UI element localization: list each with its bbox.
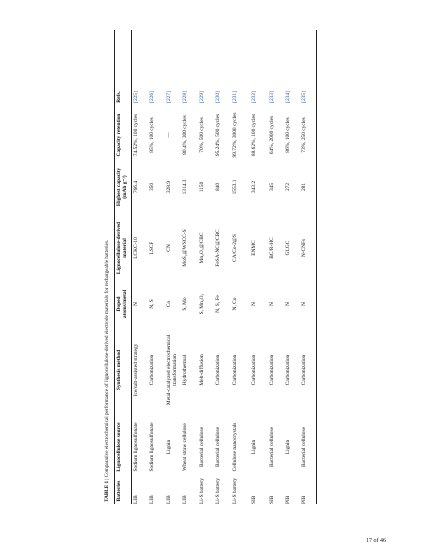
table-cell: 95.24%, 500 cycles [215, 113, 221, 157]
table-cell: Carbonization [215, 354, 221, 386]
table-cell: S, Mo [182, 297, 188, 311]
table-cell: LIB [133, 495, 139, 504]
table-cell: 88.62%, 100 cycles [251, 113, 257, 157]
table-cell: Lignin [166, 439, 172, 455]
table-cell: 328.9 [166, 180, 172, 194]
reference-link[interactable]: [225] [133, 91, 139, 103]
table-cell: CA/Co-2@S [232, 234, 238, 262]
table-cell: Bacterial cellulose [301, 427, 307, 467]
column-header: Highest capacity (mAh g⁻¹) [116, 167, 129, 207]
caption-text: Comparative electrochemical performance of lignocellulose-derived electrode materials for rechargeable batteries. [104, 239, 110, 478]
table-cell: CN [166, 244, 172, 252]
table-cell: LCKC-10 [133, 237, 139, 259]
table-cell: Lignin [285, 439, 291, 455]
table-cell: Li-S battery [199, 478, 205, 504]
reference-link[interactable]: [233] [269, 91, 275, 103]
table-cell: N [251, 302, 257, 306]
table-cell: Bacterial cellulose [215, 427, 221, 467]
table-cell: 70%, 500 cycles [199, 117, 205, 153]
table-cell: Metal-catalyzed electrochemical transformation [166, 334, 179, 406]
reference-link[interactable]: [228] [182, 91, 188, 103]
reference-link[interactable]: [227] [166, 91, 172, 103]
table-cell: Co [166, 300, 172, 308]
table-cell: Sodium lignosulfonate [149, 422, 155, 472]
table-cell: SIB [251, 495, 257, 504]
rotated-table-block [102, 28, 402, 508]
table-cell: N, S, Fe [215, 295, 221, 313]
table-cell: 99.72%, 3000 cycles [232, 112, 238, 158]
table-cell: 64%, 2000 cycles [269, 115, 275, 155]
table-cell: PIB [301, 495, 307, 504]
table-cell: N, S [149, 299, 155, 309]
table-cell: Li-S battery [232, 478, 238, 504]
table-cell: N [133, 302, 139, 306]
bottom-rule [316, 30, 317, 504]
table-cell: N, Co [232, 297, 238, 311]
table-cell: Carbonization [251, 354, 257, 386]
table-cell: 74.52%, 100 cycles [133, 113, 139, 157]
reference-link[interactable]: [231] [232, 91, 238, 103]
table-cell: Lignin [251, 439, 257, 455]
table-cell: Li-S battery [215, 478, 221, 504]
table-cell: LIB [166, 495, 172, 504]
reference-link[interactable]: [234] [285, 91, 291, 103]
table-cell: Carbonization [269, 354, 275, 386]
table-cell: 350 [149, 182, 155, 192]
column-header: Doped atoms/metal [116, 289, 129, 319]
table-cell: Wheat straw cellulose [182, 423, 188, 471]
table-cell: 840 [215, 182, 221, 192]
table-cell: 272 [285, 182, 291, 192]
table-cell: LIB [182, 495, 188, 504]
table-cell: 766.4 [133, 180, 139, 194]
column-header: Lignocellulose-derived material [116, 221, 129, 275]
table-cell: Carbonization [285, 354, 291, 386]
table-cell: 1553.1 [232, 179, 238, 195]
table-cell: ENMC [251, 240, 257, 256]
table-cell: GLGC [285, 240, 291, 256]
table-cell: SIB [269, 495, 275, 504]
column-header: Refs. [116, 91, 122, 103]
table-cell: Bacterial cellulose [269, 427, 275, 467]
table-caption [104, 240, 110, 502]
table-cell: N [269, 302, 275, 306]
table-cell: Mn₂O₃@CBC [199, 232, 205, 264]
table-cell: LIB [149, 495, 155, 504]
table-cell: Carbonization [149, 354, 155, 386]
table-cell: N-CNFs [301, 238, 307, 258]
table-label: TABLE 1 [104, 480, 110, 502]
table-cell: 1150 [199, 181, 205, 193]
table-cell: BC/R-HC [269, 237, 275, 259]
table-cell: Cellulose nanocrystals [232, 422, 238, 472]
table-cell: 343.2 [251, 180, 257, 194]
column-header: Lignocellulose source [116, 422, 122, 472]
table-cell: Carbonization [232, 354, 238, 386]
top-rule [114, 30, 115, 504]
table-cell: N [301, 302, 307, 306]
column-header: Capacity retention [116, 113, 122, 157]
column-header: Batteries [116, 480, 122, 502]
table-cell: 86%, 100 cycles [285, 117, 291, 153]
table-cell: 1314.3 [182, 179, 188, 195]
table-cell: 281 [301, 182, 307, 192]
table-cell: Bacterial cellulose [199, 427, 205, 467]
table-cell: Sodium lignosulfonate [133, 422, 139, 472]
table-cell: 345 [269, 182, 275, 192]
table-cell: — [166, 132, 172, 138]
table-cell: PIB [285, 495, 291, 504]
reference-link[interactable]: [226] [149, 91, 155, 103]
table-cell: S, Mn₂O₃ [199, 293, 205, 315]
reference-link[interactable]: [230] [215, 91, 221, 103]
table-cell: FeSA-NC@CBC [215, 229, 221, 267]
table-cell: LSCF [149, 241, 155, 255]
table-cell: 73%, 250 cycles [301, 117, 307, 153]
column-header: Synthesis method [116, 349, 122, 391]
table-cell: Ice/salt-assisted strategy [133, 343, 139, 397]
table-cell: Carbonization [301, 354, 307, 386]
table-cell: N [285, 302, 291, 306]
table-cell: MoS₂@WSCC-S [182, 229, 188, 267]
table-cell: 80.4%, 300 cycles [182, 115, 188, 155]
page-number: 17 of 46 [366, 538, 386, 544]
reference-link[interactable]: [235] [301, 91, 307, 103]
table-cell: 85%, 100 cycles [149, 117, 155, 153]
header-rule [131, 30, 132, 504]
reference-link[interactable]: [232] [251, 91, 257, 103]
table-cell: Hydrothermal [182, 354, 188, 386]
table-cell: Melt-diffusion [199, 354, 205, 386]
reference-link[interactable]: [229] [199, 91, 205, 103]
caption-separator: | [104, 478, 110, 480]
